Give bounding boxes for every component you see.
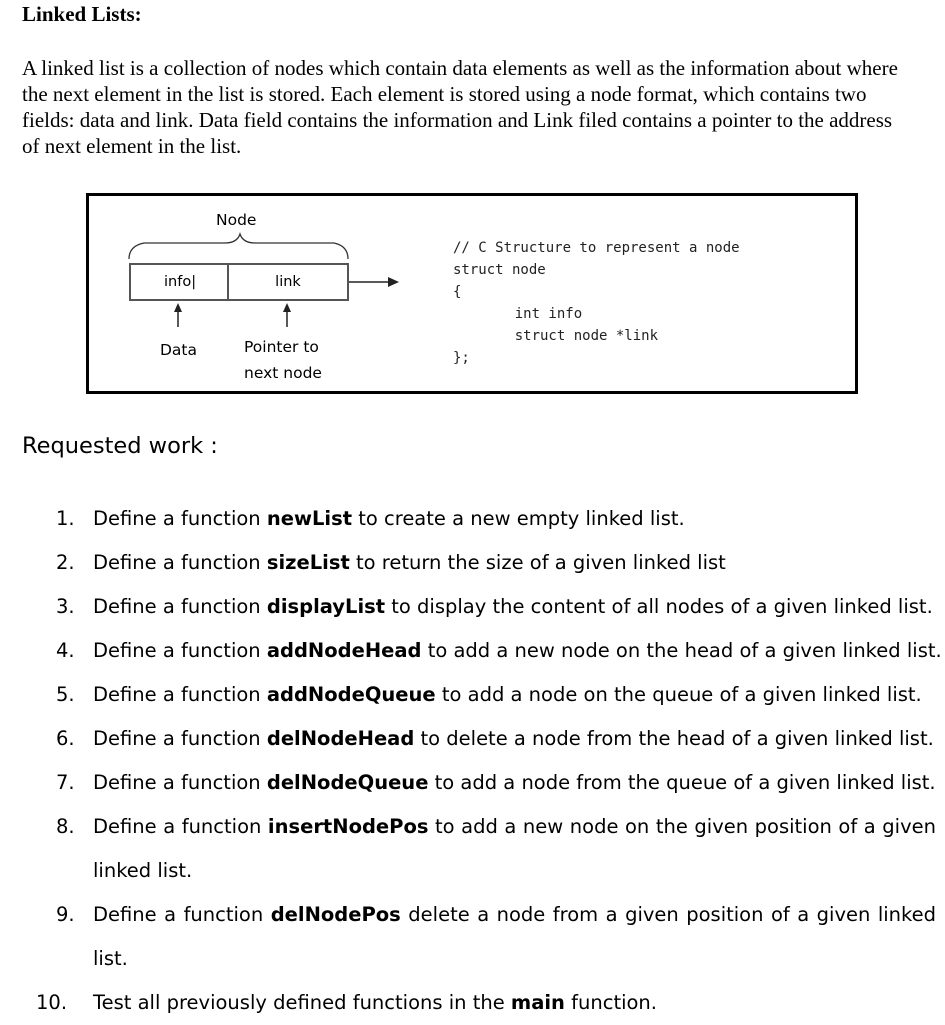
list-number: 6. xyxy=(56,727,75,750)
info-field-label: info| xyxy=(164,274,197,290)
function-name: main xyxy=(510,991,565,1014)
task-list xyxy=(36,497,942,1025)
list-item xyxy=(56,717,936,761)
list-text: to add a node on the queue of a given linked list. xyxy=(435,683,922,706)
function-name: addNodeQueue xyxy=(266,683,436,706)
list-number: 1. xyxy=(56,507,75,530)
link-field xyxy=(227,263,349,301)
function-name: newList xyxy=(266,507,353,530)
pointer-arrow-head xyxy=(283,303,291,312)
list-item xyxy=(56,497,936,541)
code-line-5: struct node *link xyxy=(481,328,659,344)
list-text: to add a new node on the head of a given linked list. xyxy=(421,639,942,662)
code-line-3: { xyxy=(453,284,462,300)
list-text: function. xyxy=(564,991,657,1014)
list-number: 10. xyxy=(36,991,68,1014)
list-number: 7. xyxy=(56,771,75,794)
page-title: Linked Lists: xyxy=(22,2,142,26)
function-name: sizeList xyxy=(266,551,350,574)
list-item xyxy=(36,981,936,1025)
list-item xyxy=(56,761,936,805)
function-name: delNodeQueue xyxy=(266,771,429,794)
list-text: Define a function xyxy=(93,903,271,926)
function-name: insertNodePos xyxy=(267,815,429,838)
list-text: Test all previously defined functions in the xyxy=(93,991,511,1014)
code-line-4: int info xyxy=(481,306,583,322)
data-arrow-head xyxy=(174,303,182,312)
list-text: to return the size of a given linked list xyxy=(349,551,726,574)
list-text: Define a function xyxy=(93,507,267,530)
function-name: delNodePos xyxy=(270,903,401,926)
requested-work-heading: Requested work : xyxy=(22,433,218,459)
list-text: to create a new empty linked list. xyxy=(352,507,685,530)
function-name: addNodeHead xyxy=(266,639,422,662)
list-text: Define a function xyxy=(93,727,267,750)
list-item xyxy=(56,805,936,893)
code-line-1: // C Structure to represent a node xyxy=(453,240,740,256)
list-text: Define a function xyxy=(93,639,267,662)
data-label: Data xyxy=(160,341,198,359)
list-text: to add a new node on the given position of a given linked list. xyxy=(93,815,936,882)
list-text: Define a function xyxy=(93,683,267,706)
list-number: 5. xyxy=(56,683,75,706)
list-text: to delete a node from the head of a given linked list. xyxy=(414,727,934,750)
list-text: to display the content of all nodes of a given linked list. xyxy=(385,595,933,618)
link-field-label: link xyxy=(275,274,301,290)
list-text: Define a function xyxy=(93,771,267,794)
list-item xyxy=(56,541,936,585)
list-item xyxy=(56,585,936,629)
function-name: delNodeHead xyxy=(266,727,415,750)
list-text: Define a function xyxy=(93,551,267,574)
linked-list-figure xyxy=(86,193,858,394)
list-item xyxy=(56,673,936,717)
function-name: displayList xyxy=(266,595,386,618)
list-text: Define a function xyxy=(93,595,267,618)
node-label: Node xyxy=(216,211,257,229)
pointer-label-line1: Pointer to xyxy=(244,338,319,356)
list-text: delete a node from a given position of a given linked list. xyxy=(93,903,937,970)
list-item xyxy=(56,893,936,981)
list-number: 8. xyxy=(56,815,75,838)
node-brace xyxy=(129,234,348,259)
list-text: Define a function xyxy=(93,815,268,838)
code-line-6: }; xyxy=(453,350,470,366)
intro-paragraph: A linked list is a collection of nodes which contain data elements as well as the information about where the next element in the list is stored. Each element is stored using a node format, which contains two fields: data and link. Data field contains the information and Link filed contains a pointer to the address of next element in the list. xyxy=(22,56,898,158)
pointer-label-line2: next node xyxy=(244,364,322,382)
info-field xyxy=(129,263,229,301)
list-number: 4. xyxy=(56,639,75,662)
next-arrow-head xyxy=(388,277,399,287)
list-item xyxy=(56,629,942,673)
code-line-2: struct node xyxy=(453,262,546,278)
list-number: 3. xyxy=(56,595,75,618)
list-number: 2. xyxy=(56,551,75,574)
list-text: to add a node from the queue of a given linked list. xyxy=(428,771,936,794)
list-number: 9. xyxy=(56,903,75,926)
